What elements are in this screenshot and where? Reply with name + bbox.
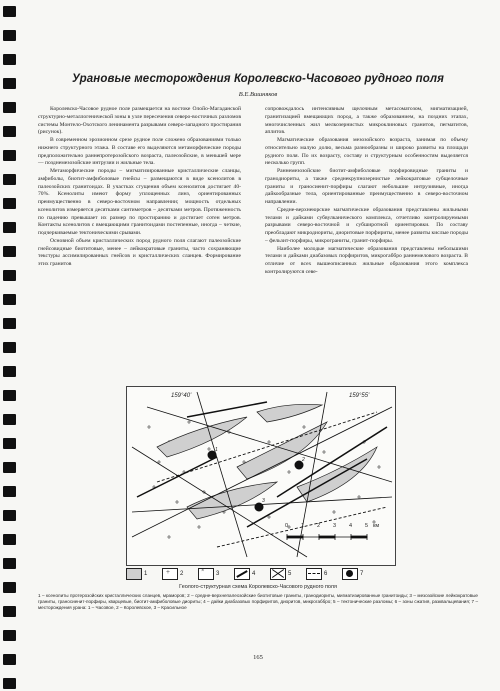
binding-hole (3, 54, 16, 65)
legend-description: 1 – ксенолиты протерозойских кристаллических сланцев, мраморов; 2 – средне-верхнепалеозойские биотитовые граниты, гранодиориты, мигматизированные гранитоиды; 3 – мезозойские лейкократовые граниты, граносиенит-порфиры, кварцевые, биотит-амфиболовые диориты; 4 – дайки диабазовых порфиритов, диоритов, микрогаббро; 5 – тектонические разломы; 6 – зоны сжатия, разквальцевания; 7 – месторождения урана: 1 – Часовое, 2 – Королевское, 3 – Красильное (38, 593, 478, 611)
scale-tick-label: 2 (317, 523, 321, 529)
binding-hole (3, 486, 16, 497)
binding-hole (3, 438, 16, 449)
document-page (38, 0, 478, 691)
binding-hole (3, 630, 16, 641)
paragraph: Метаморфические породы – мигматизированные кристаллические сланцы, амфиболы, биотит-амфиболовые гнейсы – размещаются в виде ксенолитов в палеозойских гранитоидах. В участках сгущения объем ксенолитов достигает 40-70%. Ксенолиты имеют форму уплощенных линз, ориентированных преимущественно в северо-восточном направлении; мощность отдельных ксенолитов измеряется десятками сантиметров – десятками метров. Протяженность по падению превышает их размер по простиранию и достигает сотен метров. Контакты ксенолитов с вмещающими гранитоидами постепенные, иногда – четкие, подчеркиваемые тектоническими срывами. (38, 168, 241, 236)
scale-bar (287, 534, 367, 540)
binding-hole (3, 534, 16, 545)
binding-holes (0, 0, 26, 691)
binding-hole (3, 270, 16, 281)
paragraph: Средне-верхнеюрские магматические образования представлены жильными телами и дайками субвулканического комплекса, отчетливо контролируемыми разрывами северо-восточной и субширотной ориентировки. По составу преобладают микродиориты, диоритовые порфириты, менее развиты кислые породы – фельзит-порфиры, микрограниты, гранит-порфиры. (265, 206, 468, 244)
paragraph: Наиболее молодые магматические образования представлены небольшими телами и дайками диабазовых порфиритов, микрогаббро раннемелового возраста. В отличие от всех вышеописанных жильные образования этого комплекса контролируются севе- (265, 245, 468, 275)
binding-hole (3, 6, 16, 17)
paragraph: Основной объем кристаллических пород рудного поля слагают палеозойские гнейсовидные биотитовые, менее – лейкократовые граниты, часто сохраняющие текстуры ассимилированных гнейсов и кристаллических сланцев. Формирование этих гранитов (38, 237, 241, 267)
legend-item: 7 (342, 568, 363, 580)
article-title: Урановые месторождения Королевско-Часового рудного поля (72, 73, 444, 85)
binding-hole (3, 510, 16, 521)
deposit-label: 3 (262, 498, 265, 504)
binding-hole (3, 150, 16, 161)
binding-hole (3, 606, 16, 617)
deposit-label: 2 (302, 457, 305, 463)
page-number: 165 (253, 654, 263, 661)
scale-tick-label: 3 (333, 523, 337, 529)
binding-hole (3, 558, 16, 569)
binding-hole (3, 342, 16, 353)
fault-swatch (270, 568, 286, 580)
deposit-swatch (342, 568, 358, 580)
scale-tick-label: 0 (285, 523, 289, 529)
scale-tick-label: 1 (301, 523, 305, 529)
legend-item: + 2 (162, 568, 183, 580)
legend-item: 5 (270, 568, 291, 580)
binding-hole (3, 678, 16, 689)
binding-hole (3, 294, 16, 305)
legend-item: × 3 (198, 568, 219, 580)
binding-hole (3, 174, 16, 185)
xenolith-bodies (157, 404, 377, 519)
left-column (38, 106, 241, 269)
coord-label-right: 159°55' (349, 393, 370, 399)
binding-hole (3, 246, 16, 257)
article-author: В.Е.Вишняков (238, 91, 278, 98)
binding-hole (3, 102, 16, 113)
binding-hole (3, 126, 16, 137)
binding-hole (3, 222, 16, 233)
scale-tick-label: 4 (349, 523, 353, 529)
binding-hole (3, 390, 16, 401)
binding-hole (3, 318, 16, 329)
binding-hole (3, 198, 16, 209)
paragraph: В современном эрозионном срезе рудное поле сложено образованиями только нижнего структурного этажа. В составе его выделяются метаморфические породы предположительно раннепротерозойского возраста, палеозойские, в меньшей мере — позднемезозойские интрузии и жильные тела. (38, 137, 241, 167)
binding-hole (3, 30, 16, 41)
legend-item: 4 (234, 568, 255, 580)
right-column (265, 106, 468, 277)
binding-hole (3, 462, 16, 473)
leucogranite-swatch: × (198, 568, 214, 580)
xenolith-swatch (126, 568, 142, 580)
paragraph: Королевско-Часовое рудное поле размещается на востоке Олойо-Магаданской структурно-металлогенической зоны в узле пересечения северо-восточных разломов системы Монтело-Охотского ленинамента разрывами северо-западного простирания (рисунок). (38, 106, 241, 136)
legend-item: 1 (126, 568, 147, 580)
figure-caption: Геолого-структурная схема Королевско-Часового рудного поля (179, 584, 337, 590)
paragraph: Магматические образования мезозойского возраста, занимая по объему относительно малую долю, весьма разнообразны и широко развиты на площади рудного поля. По их возрасту, составу и структурным особенностям выделяется несколько групп. (265, 137, 468, 167)
binding-hole (3, 366, 16, 377)
scale-unit: км (373, 523, 380, 529)
binding-hole (3, 78, 16, 89)
binding-hole (3, 654, 16, 665)
map-drawing (127, 387, 395, 565)
map-legend (126, 568, 396, 582)
granite-swatch: + (162, 568, 178, 580)
shear-zone-swatch (306, 568, 322, 580)
paragraph: сопровождалось интенсивным щелочным метасоматозом, мигматизацией, гранитизацией вмещающих пород, а также образованием, на поздних этапах, многочисленных жил мелкозернистых микроклиновых гранитов, пегматитов, аплитов. (265, 106, 468, 136)
binding-hole (3, 414, 16, 425)
paragraph: Раннемезозойские биотит-амфиболовые порфировидные граниты и гранодиориты, а также среднекрупнозернистые лейкократовые субщелочные граниты и граносиенит-порфиры слагают небольшие интрузивные, иногда дайкообразные тела, ориентированные преимущественно в северо-восточном направлении. (265, 168, 468, 205)
deposit-label: 1 (215, 447, 218, 453)
dike-swatch (234, 568, 250, 580)
coord-label-left: 159°40' (171, 393, 192, 399)
geological-map (126, 386, 396, 566)
scale-tick-label: 5 (365, 523, 369, 529)
binding-hole (3, 582, 16, 593)
legend-item: 6 (306, 568, 327, 580)
